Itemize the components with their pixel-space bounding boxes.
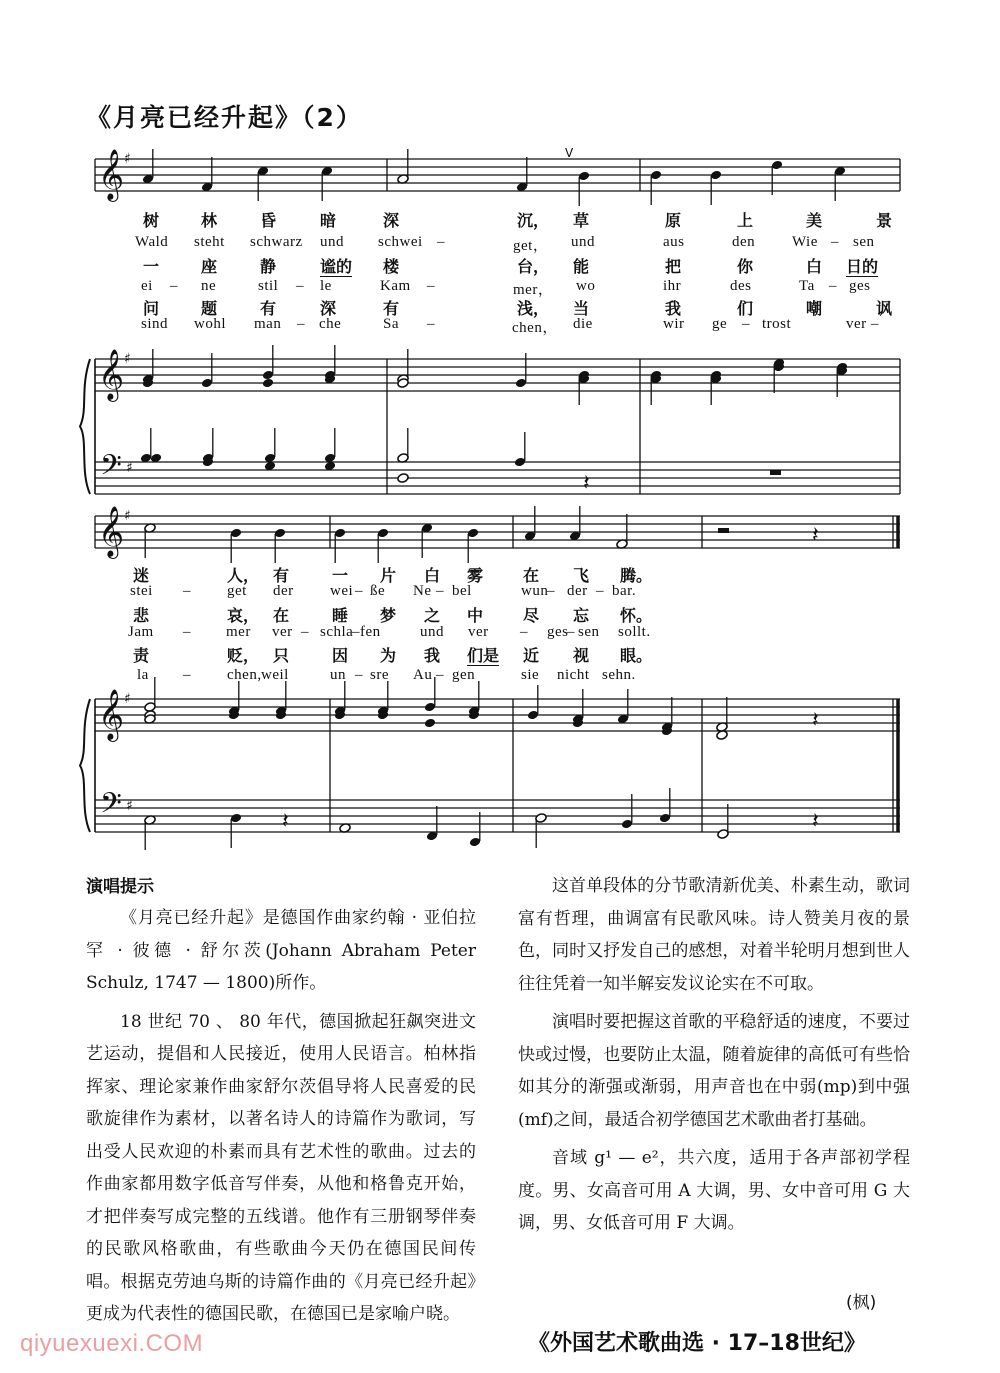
svg-text:♯: ♯ [126, 460, 133, 476]
lyric-syllable: ver [846, 316, 867, 332]
lyric-syllable: 在 [523, 566, 540, 585]
lyric-syllable: 你 [737, 257, 754, 276]
lyric-syllable: – [742, 316, 750, 332]
lyric-syllable: 深 [383, 211, 400, 230]
lyric-syllable: 近 [523, 646, 540, 665]
lyric-syllable: fen [360, 624, 381, 640]
left-text-column [86, 902, 476, 1331]
svg-text:♯: ♯ [126, 798, 133, 814]
lyric-syllable: 题 [201, 299, 218, 318]
lyric-syllable: 草 [573, 211, 590, 230]
lyric-syllable: und [571, 234, 595, 250]
lyric-syllable: 讽 [876, 299, 893, 318]
lyric-syllable: le [320, 278, 332, 294]
lyric-syllable: sre [370, 667, 389, 683]
lyric-syllable: ver [468, 624, 489, 640]
lyric-syllable: chen， [512, 320, 558, 336]
lyric-syllable: 人， [227, 566, 260, 585]
svg-text:𝄞: 𝄞 [98, 689, 125, 740]
lyric-syllable: die [573, 316, 593, 332]
lyric-syllable: – [352, 624, 360, 640]
lyric-syllable: 一 [143, 257, 160, 276]
svg-text:𝄽: 𝄽 [812, 708, 819, 733]
lyric-syllable: steht [194, 234, 225, 250]
lyric-syllable: chen, [227, 667, 262, 683]
lyric-syllable: 静 [260, 257, 277, 276]
lyric-syllable: wun [521, 583, 549, 599]
lyric-syllable: 一 [332, 566, 349, 585]
lyric-syllable: sie [521, 667, 540, 683]
svg-text:♯: ♯ [124, 508, 131, 524]
lyric-syllable: wo [576, 278, 596, 294]
lyric-syllable: Au [413, 667, 433, 683]
lyric-syllable: – [427, 278, 435, 294]
lyric-syllable: – [437, 234, 445, 250]
lyric-syllable: aus [663, 234, 685, 250]
paragraph: 演唱时要把握这首歌的平稳舒适的速度，不要过快或过慢，也要防止太温，随着旋律的高低可有些恰如其分的渐强或渐弱，用声音也在中弱(mp)到中强(mf)之间，最适合初学德国艺术歌曲者打基础。 [518, 1012, 910, 1130]
lyric-syllable: 雾 [467, 566, 484, 585]
lyric-syllable: – [436, 667, 444, 683]
svg-text:V: V [565, 146, 574, 160]
lyric-syllable: che [319, 316, 342, 332]
page-title: 《月亮已经升起》（2） [86, 103, 363, 132]
lyric-syllable: 有 [260, 299, 277, 318]
lyric-syllable: weil [261, 667, 289, 683]
svg-text:♯: ♯ [124, 351, 131, 367]
lyric-syllable: – [547, 583, 555, 599]
lyric-syllable: get [227, 583, 247, 599]
svg-text:♯: ♯ [124, 151, 131, 167]
lyric-syllable: der [273, 583, 294, 599]
lyric-syllable: 因 [332, 646, 349, 665]
lyric-syllable: – [301, 624, 309, 640]
paragraph: 这首单段体的分节歌清新优美、朴素生动，歌词富有哲理，曲调富有民歌风味。诗人赞美月夜的景色，同时又抒发自己的感想，对着半轮明月想到世人往往凭着一知半解妄发议论实在不可取。 [518, 876, 910, 994]
lyric-syllable: ges [849, 278, 871, 294]
lyric-syllable: 怀。 [620, 606, 653, 625]
lyric-syllable: 能 [573, 257, 590, 276]
lyric-syllable: mer [226, 624, 251, 640]
lyric-syllable: Ne [413, 583, 432, 599]
lyric-syllable: 们是 [467, 646, 500, 665]
lyric-syllable: – [355, 667, 363, 683]
lyric-syllable: 飞 [573, 566, 590, 585]
lyric-syllable: ver [272, 624, 293, 640]
lyric-syllable: 有 [383, 299, 400, 318]
lyric-syllable: mer， [513, 282, 554, 298]
lyric-syllable: man [254, 316, 282, 332]
lyric-syllable: sen [578, 624, 600, 640]
lyric-syllable: wir [663, 316, 685, 332]
lyric-syllable: und [320, 234, 344, 250]
lyric-syllable: 视 [573, 646, 590, 665]
lyric-syllable: 腾。 [620, 566, 653, 585]
lyric-syllable: trost [762, 316, 792, 332]
lyric-syllable: 座 [201, 257, 218, 276]
lyric-syllable: sind [141, 316, 169, 332]
lyric-syllable: bel [452, 583, 472, 599]
svg-text:𝄢: 𝄢 [100, 449, 122, 489]
lyric-syllable: 谧的 [320, 257, 353, 276]
lyric-syllable: sen [853, 234, 875, 250]
lyric-syllable: – [567, 624, 575, 640]
lyric-syllable: 景 [876, 211, 893, 230]
lyric-syllable: – [427, 316, 435, 332]
lyric-syllable: Wald [135, 234, 169, 250]
paragraph: 音域 g¹ — e²，共六度，适用于各声部初学程度。男、女高音可用 A 大调，男、女中音可用 G 大调，男、女低音可用 F 大调。 [518, 1148, 910, 1233]
lyric-syllable: 尽 [523, 606, 540, 625]
performance-hints-heading: 演唱提示 [86, 877, 154, 897]
lyric-syllable: 问 [143, 299, 160, 318]
lyric-syllable: wei [330, 583, 354, 599]
author-signature: (枫) [846, 1293, 877, 1313]
book-title: 《外国艺术歌曲选 · 17–18世纪》 [528, 1331, 866, 1356]
lyric-syllable: Ta [799, 278, 815, 294]
lyric-syllable: – [436, 583, 444, 599]
lyric-syllable: 为 [380, 646, 397, 665]
lyric-syllable: schwei [378, 234, 423, 250]
lyric-syllable: nicht [557, 667, 590, 683]
lyric-syllable: get， [513, 238, 549, 254]
lyric-syllable: – [183, 624, 191, 640]
lyric-syllable: wohl [194, 316, 226, 332]
lyric-syllable: 贬， [227, 646, 260, 665]
lyric-syllable: schwarz [250, 234, 303, 250]
lyric-syllable: – [183, 667, 191, 683]
lyric-syllable: 昏 [260, 211, 277, 230]
lyric-syllable: 忘 [573, 606, 590, 625]
lyric-syllable: 有 [273, 566, 290, 585]
lyric-syllable: 把 [665, 257, 682, 276]
lyric-syllable: 嘲 [806, 299, 823, 318]
right-text-column [518, 870, 910, 1240]
lyric-syllable: ges [547, 624, 569, 640]
lyric-syllable: 白 [424, 566, 441, 585]
lyric-syllable: 只 [273, 646, 290, 665]
lyric-syllable: bar. [612, 583, 637, 599]
lyric-syllable: 美 [806, 211, 823, 230]
lyric-syllable: un [330, 667, 346, 683]
lyric-syllable: 中 [467, 606, 484, 625]
lyric-syllable: sehn. [602, 667, 636, 683]
svg-text:𝄽: 𝄽 [282, 809, 289, 834]
lyric-syllable: ei [141, 278, 153, 294]
lyric-syllable: – [170, 278, 178, 294]
lyric-syllable: 台， [517, 257, 550, 276]
lyric-syllable: 上 [737, 211, 754, 230]
lyric-syllable: – [871, 316, 879, 332]
lyric-syllable: 当 [573, 299, 590, 318]
svg-text:𝄽: 𝄽 [583, 471, 590, 496]
lyric-syllable: 日的 [846, 257, 879, 276]
svg-text:𝄽: 𝄽 [812, 523, 819, 548]
lyric-syllable: der [567, 583, 588, 599]
lyric-syllable: 楼 [383, 257, 400, 276]
lyric-syllable: 睡 [332, 606, 349, 625]
lyric-syllable: – [520, 624, 528, 640]
lyric-syllable: – [355, 583, 363, 599]
lyric-syllable: ße [370, 583, 386, 599]
lyric-syllable: 沉， [517, 211, 550, 230]
lyric-syllable: stei [130, 583, 153, 599]
site-watermark: qiyuexuexi.COM [20, 1330, 204, 1357]
svg-text:𝄞: 𝄞 [98, 149, 125, 200]
lyric-syllable: 片 [380, 566, 397, 585]
lyric-syllable: Jam [128, 624, 154, 640]
lyric-syllable: 树 [143, 211, 160, 230]
lyric-syllable: 哀， [227, 606, 260, 625]
lyric-syllable: Sa [383, 316, 399, 332]
svg-text:𝄢: 𝄢 [100, 787, 122, 827]
lyric-syllable: stil [258, 278, 279, 294]
lyric-syllable: 梦 [380, 606, 397, 625]
lyric-syllable: 们 [737, 299, 754, 318]
svg-text:𝄞: 𝄞 [98, 349, 125, 400]
lyric-syllable: la [137, 667, 149, 683]
lyric-syllable: sollt. [618, 624, 651, 640]
lyric-syllable: gen [452, 667, 476, 683]
lyric-syllable: 暗 [320, 211, 337, 230]
lyric-syllable: 林 [201, 211, 218, 230]
lyric-syllable: ne [201, 278, 217, 294]
lyric-syllable: 原 [665, 211, 682, 230]
lyric-syllable: 我 [424, 646, 441, 665]
lyric-syllable: – [831, 234, 839, 250]
lyric-syllable: schla [320, 624, 354, 640]
lyric-syllable: 迷 [133, 566, 150, 585]
lyric-syllable: 之 [424, 606, 441, 625]
lyric-syllable: – [829, 278, 837, 294]
lyric-syllable: 深 [320, 299, 337, 318]
lyric-syllable: 浅， [517, 299, 550, 318]
lyric-syllable: ge [712, 316, 728, 332]
lyric-syllable: 眼。 [620, 646, 653, 665]
lyric-syllable: 白 [806, 257, 823, 276]
svg-text:♯: ♯ [124, 691, 131, 707]
lyric-syllable: – [296, 278, 304, 294]
paragraph: 18 世纪 70 、 80 年代，德国掀起狂飙突进文艺运动，提倡和人民接近，使用人民语言。柏林指挥家、理论家兼作曲家舒尔茨倡导将人民喜爱的民歌旋律作为素材，以著名诗人的诗篇作为歌词，写出受人民欢迎的朴素而具有艺术性的歌曲。过去的作曲家都用数字低音写伴奏，从他和格鲁克开始，才把伴奏写成完整的五线谱。他作有三册钢琴伴奏的民歌风格歌曲，有些歌曲今天仍在德国民间传唱。根据克劳迪乌斯的诗篇作曲的《月亮已经升起》更成为代表性的德国民歌，在德国已是家喻户晓。 [86, 1011, 476, 1324]
lyric-syllable: ihr [663, 278, 682, 294]
lyric-syllable: – [596, 583, 604, 599]
lyric-syllable: des [730, 278, 752, 294]
lyric-syllable: 责 [133, 646, 150, 665]
lyric-syllable: 在 [273, 606, 290, 625]
svg-text:𝄽: 𝄽 [812, 809, 819, 834]
lyric-syllable: den [732, 234, 756, 250]
lyric-syllable: – [183, 583, 191, 599]
svg-text:𝄞: 𝄞 [98, 506, 125, 557]
lyric-syllable: und [420, 624, 444, 640]
lyric-syllable: – [297, 316, 305, 332]
lyric-syllable: 悲 [133, 606, 150, 625]
paragraph: 《月亮已经升起》是德国作曲家约翰 · 亚伯拉罕 · 彼德 · 舒尔茨(Johann Abraham Peter Schulz, 1747 — 1800)所作。 [86, 908, 476, 993]
lyric-syllable: Wie [792, 234, 818, 250]
lyric-syllable: Kam [380, 278, 411, 294]
lyric-syllable: 我 [665, 299, 682, 318]
